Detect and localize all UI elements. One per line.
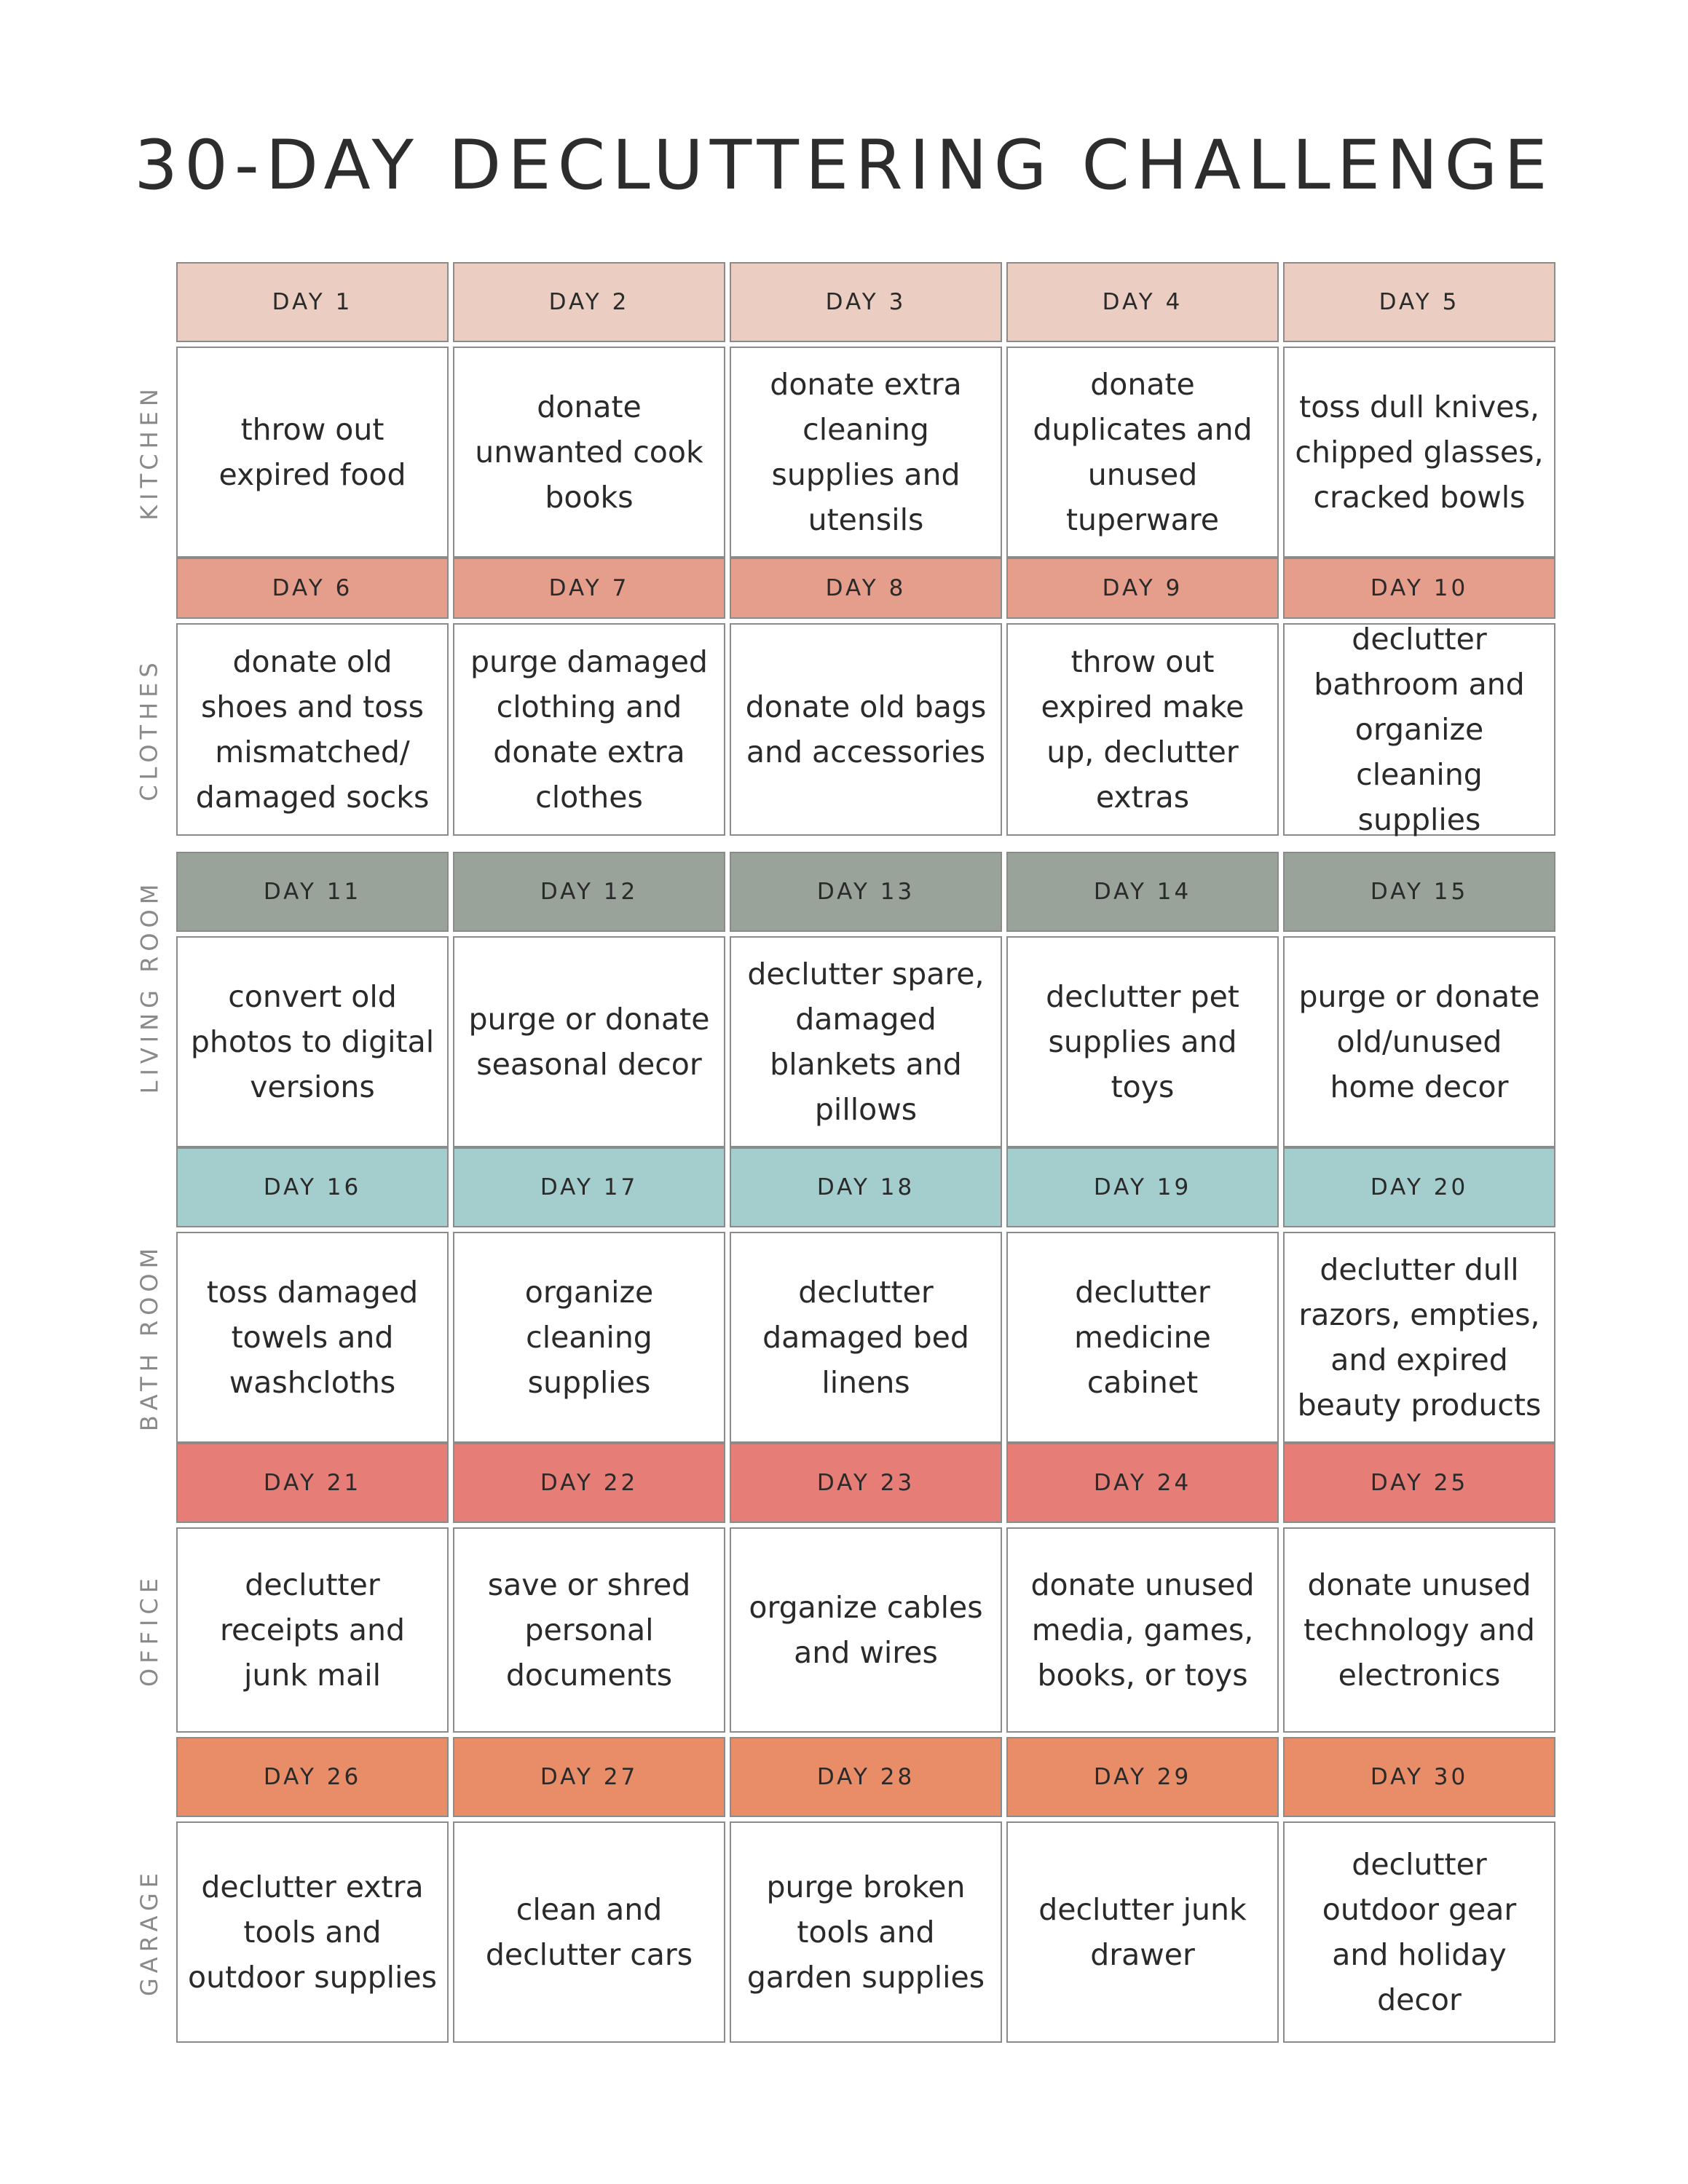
task-cell: [1006, 623, 1279, 836]
day-header: DAY 22: [453, 1443, 725, 1523]
day-header: DAY 30: [1283, 1737, 1555, 1817]
day-header: DAY 26: [176, 1737, 449, 1817]
day-header: DAY 7: [453, 558, 725, 619]
day-header: DAY 3: [730, 262, 1002, 342]
task-cell: [730, 1527, 1002, 1733]
day-header: DAY 13: [730, 852, 1002, 932]
day-header: DAY 2: [453, 262, 725, 342]
task-text: donate extra cleaning supplies and utensils: [770, 367, 962, 537]
day-header: DAY 28: [730, 1737, 1002, 1817]
day-header: DAY 23: [730, 1443, 1002, 1523]
day-header: DAY 15: [1283, 852, 1555, 932]
task-cell: [1006, 1527, 1279, 1733]
day-header: DAY 16: [176, 1147, 449, 1227]
task-cell: [176, 1527, 449, 1733]
task-text: throw out expired food: [218, 412, 406, 492]
task-cell: [453, 1527, 725, 1733]
day-header: DAY 14: [1006, 852, 1279, 932]
task-text: save or shred personal documents: [487, 1567, 691, 1693]
task-cell: [730, 936, 1002, 1147]
task-text: toss dull knives, chipped glasses, cracked bowls: [1295, 389, 1544, 515]
task-text: declutter junk drawer: [1038, 1892, 1247, 1972]
category-label: [127, 623, 171, 836]
day-header: DAY 1: [176, 262, 449, 342]
task-text: donate duplicates and unused tuperware: [1033, 367, 1253, 537]
task-text: organize cables and wires: [749, 1590, 983, 1670]
task-cell: [453, 347, 725, 558]
day-header: DAY 29: [1006, 1737, 1279, 1817]
day-header: DAY 25: [1283, 1443, 1555, 1523]
task-text: toss damaged towels and washcloths: [206, 1275, 419, 1400]
task-cell: [1283, 1821, 1555, 2043]
task-text: donate old shoes and toss mismatched/ damaged socks: [195, 644, 430, 815]
task-cell: [176, 1821, 449, 2043]
day-header: DAY 8: [730, 558, 1002, 619]
task-cell: [730, 623, 1002, 836]
category-label: [127, 852, 171, 1121]
task-text: convert old photos to digital versions: [190, 979, 435, 1104]
category-label: [127, 1527, 171, 1733]
task-cell: [176, 347, 449, 558]
day-header: DAY 24: [1006, 1443, 1279, 1523]
day-header: DAY 21: [176, 1443, 449, 1523]
task-cell: [1283, 936, 1555, 1147]
task-text: declutter outdoor gear and holiday decor: [1322, 1847, 1517, 2017]
task-text: purge or donate seasonal decor: [468, 1002, 710, 1082]
task-text: organize cleaning supplies: [524, 1275, 654, 1400]
task-text: declutter receipts and junk mail: [220, 1567, 405, 1693]
task-cell: [730, 1821, 1002, 2043]
task-cell: [176, 936, 449, 1147]
category-label-text: CLOTHES: [135, 657, 164, 802]
task-text: throw out expired make up, declutter extras: [1041, 644, 1245, 815]
day-header: DAY 12: [453, 852, 725, 932]
task-text: purge or donate old/unused home decor: [1298, 979, 1540, 1104]
task-text: declutter damaged bed linens: [762, 1275, 969, 1400]
task-cell: [1006, 1232, 1279, 1443]
day-header: DAY 27: [453, 1737, 725, 1817]
category-label-text: KITCHEN: [135, 384, 163, 521]
task-text: declutter dull razors, empties, and expired beauty products: [1297, 1252, 1542, 1423]
category-label: [127, 347, 171, 558]
category-label: [127, 1821, 171, 2043]
category-label: [127, 1232, 171, 1443]
task-cell: [1283, 623, 1555, 836]
task-text: declutter medicine cabinet: [1074, 1275, 1211, 1400]
day-header: DAY 18: [730, 1147, 1002, 1227]
task-cell: [1283, 347, 1555, 558]
task-cell: [453, 623, 725, 836]
task-text: purge broken tools and garden supplies: [746, 1870, 985, 1995]
task-cell: [1283, 1232, 1555, 1443]
day-header: DAY 17: [453, 1147, 725, 1227]
page-title: 30-DAY DECLUTTERING CHALLENGE: [134, 126, 1554, 205]
task-cell: [1283, 1527, 1555, 1733]
category-label-text: LIVING ROOM: [135, 879, 163, 1094]
day-header: DAY 4: [1006, 262, 1279, 342]
day-header: DAY 10: [1283, 558, 1555, 619]
task-text: declutter pet supplies and toys: [1046, 979, 1239, 1104]
task-text: purge damaged clothing and donate extra clothes: [470, 644, 708, 815]
task-cell: [730, 1232, 1002, 1443]
day-header: DAY 6: [176, 558, 449, 619]
task-cell: [453, 1821, 725, 2043]
task-cell: [453, 936, 725, 1147]
task-cell: [176, 623, 449, 836]
task-cell: [176, 1232, 449, 1443]
day-header: DAY 5: [1283, 262, 1555, 342]
category-label-text: OFFICE: [135, 1573, 163, 1687]
task-text: clean and declutter cars: [485, 1892, 693, 1972]
task-text: donate old bags and accessories: [745, 689, 987, 769]
day-header: DAY 11: [176, 852, 449, 932]
task-cell: [453, 1232, 725, 1443]
task-cell: [730, 347, 1002, 558]
day-header: DAY 20: [1283, 1147, 1555, 1227]
task-text: declutter spare, damaged blankets and pillows: [747, 957, 985, 1127]
task-text: donate unused technology and electronics: [1304, 1567, 1535, 1693]
day-header: DAY 19: [1006, 1147, 1279, 1227]
task-text: donate unused media, games, books, or toys: [1030, 1567, 1255, 1693]
task-cell: [1006, 1821, 1279, 2043]
task-text: declutter extra tools and outdoor supplies: [188, 1870, 437, 1995]
category-label-text: GARAGE: [135, 1868, 163, 1996]
category-label-text: BATH ROOM: [135, 1243, 164, 1432]
task-text: donate unwanted cook books: [475, 389, 703, 515]
task-text: declutter bathroom and organize cleaning supplies: [1314, 622, 1525, 837]
day-header: DAY 9: [1006, 558, 1279, 619]
task-cell: [1006, 347, 1279, 558]
task-cell: [1006, 936, 1279, 1147]
